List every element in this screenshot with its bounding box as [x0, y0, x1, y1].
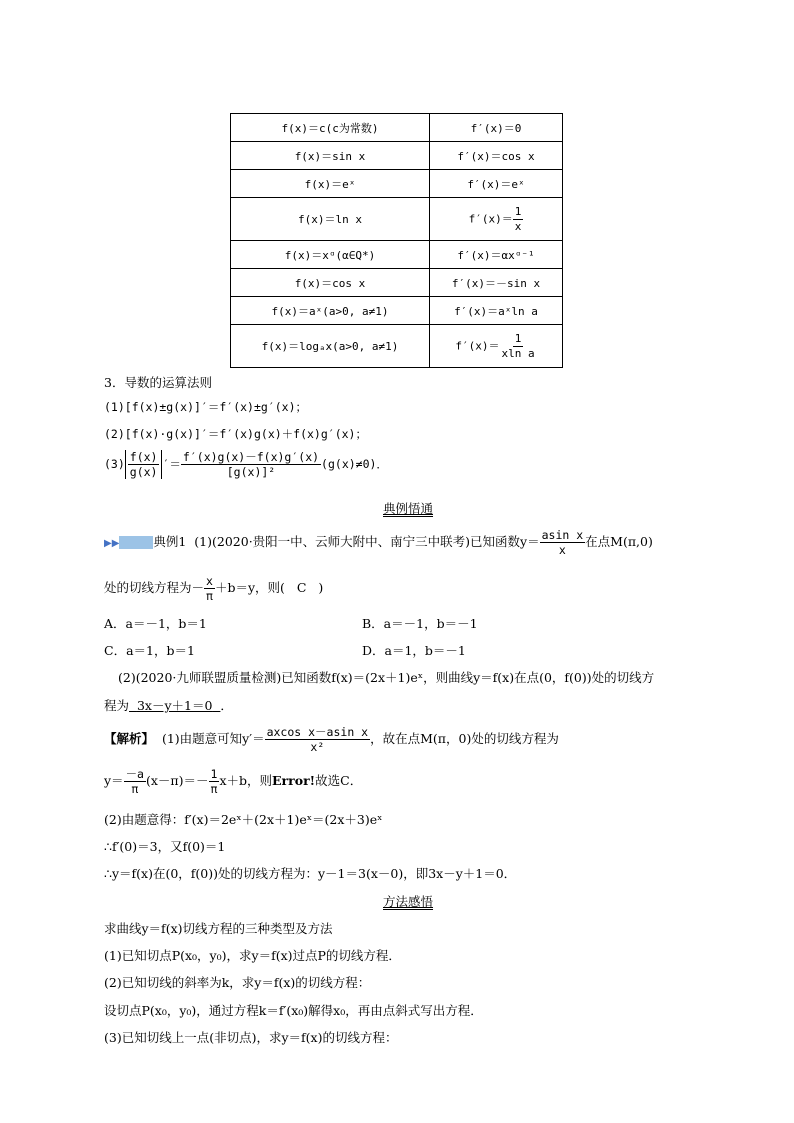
example-text: ＋b＝y，则( — [214, 580, 285, 595]
solution-line-1 — [104, 725, 559, 754]
table-cell-derivative — [430, 198, 563, 241]
answer-text: 3x－y＋1＝0 — [136, 698, 213, 713]
derivative-prefix: f′(x)＝ — [455, 339, 500, 352]
fraction — [500, 332, 537, 361]
table-cell-function: f(x)＝xᵅ(α∈Q*) — [231, 241, 430, 269]
table-cell-function: f(x)＝aˣ(a>0, a≠1) — [231, 297, 430, 325]
fraction — [128, 450, 160, 479]
section-title-method: 方法感悟 — [383, 894, 434, 909]
rule-sum — [104, 399, 307, 415]
table-cell-derivative: f′(x)＝aˣln a — [430, 297, 563, 325]
table-cell-function: f(x)＝cos x — [231, 269, 430, 297]
fraction-denominator: π — [131, 782, 139, 796]
fraction-numerator: 1 — [514, 204, 522, 218]
derivative-table — [230, 113, 563, 368]
table-cell-derivative: f′(x)＝－sin x — [430, 269, 563, 297]
fraction — [124, 767, 146, 796]
fraction-numerator: asin x — [541, 528, 584, 542]
option-d: D．a＝1，b＝－1 — [362, 643, 466, 658]
solution-text: ，故在点M(π，0)处的切线方程为 — [370, 731, 559, 746]
fraction-numerator: 1 — [514, 331, 522, 345]
error-text: Error! — [272, 773, 316, 788]
method-line-3: (2)已知切线的斜率为k，求y＝f(x)的切线方程： — [104, 975, 371, 990]
table-row — [231, 325, 563, 368]
method-line-4: 设切点P(x₀，y₀)，通过方程k＝f′(x₀)解得x₀，再由点斜式写出方程． — [104, 1003, 483, 1018]
fraction-denominator: x — [558, 543, 566, 557]
fraction-numerator: axcos x－asin x — [266, 725, 369, 739]
option-b: B．a＝－1，b＝－1 — [362, 616, 478, 631]
answer-text: C — [296, 580, 307, 595]
rule-sum-text: (1)[f(x)±g(x)]′＝f′(x)±g′(x)； — [104, 400, 308, 414]
example-1-part-2-answer — [104, 696, 233, 714]
rule-quotient — [104, 450, 388, 479]
section-title-examples: 典例悟通 — [383, 501, 434, 516]
fraction-denominator: g(x) — [129, 465, 158, 479]
solution-line-2 — [104, 767, 362, 796]
table-cell-derivative: f′(x)＝αxᵅ⁻¹ — [430, 241, 563, 269]
fraction-denominator: π — [206, 589, 213, 603]
rules-heading: 3．导数的运算法则 — [104, 375, 212, 390]
table-cell-derivative: f′(x)＝eˣ — [430, 170, 563, 198]
solution-text: 故选C． — [315, 773, 363, 788]
table-row — [231, 269, 563, 297]
rule-quotient-label: (3) — [104, 457, 125, 471]
example-text: ) — [318, 580, 324, 595]
example-text: ． — [220, 698, 233, 713]
fraction-denominator: xln a — [501, 346, 535, 360]
solution-text: x＋b，则 — [219, 773, 273, 788]
fraction — [204, 574, 215, 603]
solution-text: y＝ — [104, 773, 124, 788]
fraction — [265, 725, 371, 754]
option-a: A．a＝－1，b＝1 — [104, 616, 207, 631]
example-1-part-2: (2)(2020·九师联盟质量检测)已知函数f(x)＝(2x＋1)eˣ，则曲线y＝f(x)在点(0，f(0))处的切线方 — [118, 670, 655, 685]
table-row — [231, 114, 563, 142]
fraction — [540, 528, 586, 557]
table-row — [231, 297, 563, 325]
fraction — [209, 767, 220, 796]
example-text: 处的切线方程为－ — [104, 580, 205, 595]
fraction-denominator: x — [514, 219, 522, 233]
table-cell-function: f(x)＝c(c为常数) — [231, 114, 430, 142]
fraction-numerator: f(x) — [129, 450, 158, 464]
table-cell-function: f(x)＝eˣ — [231, 170, 430, 198]
answer-blank — [129, 698, 220, 713]
rule-product — [104, 426, 367, 442]
table-cell-function: f(x)＝sin x — [231, 142, 430, 170]
table-row — [231, 198, 563, 241]
table-cell-derivative: f′(x)＝0 — [430, 114, 563, 142]
example-1-line-2 — [104, 574, 323, 603]
table-cell-function: f(x)＝logₐx(a>0, a≠1) — [231, 325, 430, 368]
table-row — [231, 241, 563, 269]
fraction-numerator: －a — [125, 767, 144, 781]
fraction-numerator: f′(x)g(x)－f(x)g′(x) — [182, 450, 320, 464]
example-text: 程为 — [104, 698, 130, 713]
table-row — [231, 170, 563, 198]
method-line-5: (3)已知切线上一点(非切点)，求y＝f(x)的切线方程： — [104, 1030, 398, 1045]
example-label: 典例1 — [153, 534, 187, 549]
solution-line-4: ∴f′(0)＝3，又f(0)＝1 — [104, 839, 226, 854]
solution-text: (1)由题意可知y′＝ — [161, 731, 265, 746]
option-c: C．a＝1，b＝1 — [104, 643, 195, 658]
method-line-1: 求曲线y＝f(x)切线方程的三种类型及方法 — [104, 921, 333, 936]
rule-product-text: (2)[f(x)·g(x)]′＝f′(x)g(x)＋f(x)g′(x)； — [104, 427, 367, 441]
solution-line-5: ∴y＝f(x)在(0，f(0))处的切线方程为：y－1＝3(x－0)，即3x－y＋1＝0． — [104, 866, 517, 881]
derivative-prefix: f′(x)＝ — [468, 212, 513, 225]
fraction-denominator: [g(x)]² — [226, 465, 276, 479]
fraction — [513, 205, 524, 234]
quotient-bracket — [125, 450, 163, 479]
example-text: 在点M(π,0) — [585, 534, 653, 549]
rule-quotient-prime: ′＝ — [162, 457, 181, 471]
table-cell-derivative — [430, 325, 563, 368]
solution-line-3: (2)由题意得：f′(x)＝2eˣ＋(2x＋1)eˣ＝(2x＋3)eˣ — [104, 812, 383, 827]
example-1-line-1 — [104, 528, 653, 557]
table-cell-function: f(x)＝ln x — [231, 198, 430, 241]
table-row — [231, 142, 563, 170]
fraction-denominator: π — [210, 782, 218, 796]
highlight-marker — [119, 536, 153, 549]
fraction-numerator: x — [206, 574, 213, 588]
rule-quotient-tail: (g(x)≠0)． — [321, 457, 388, 471]
fraction — [181, 450, 321, 479]
method-line-2: (1)已知切点P(x₀，y₀)，求y＝f(x)过点P的切线方程． — [104, 948, 401, 963]
fraction-denominator: x² — [310, 740, 325, 754]
example-text: (1)(2020·贵阳一中、云师大附中、南宁三中联考)已知函数y＝ — [194, 534, 540, 549]
arrow-icon: ▶▶ — [104, 538, 120, 549]
solution-label: 【解析】 — [104, 731, 155, 746]
table-cell-derivative: f′(x)＝cos x — [430, 142, 563, 170]
solution-text: (x－π)＝－ — [146, 773, 209, 788]
fraction-numerator: 1 — [210, 767, 218, 781]
